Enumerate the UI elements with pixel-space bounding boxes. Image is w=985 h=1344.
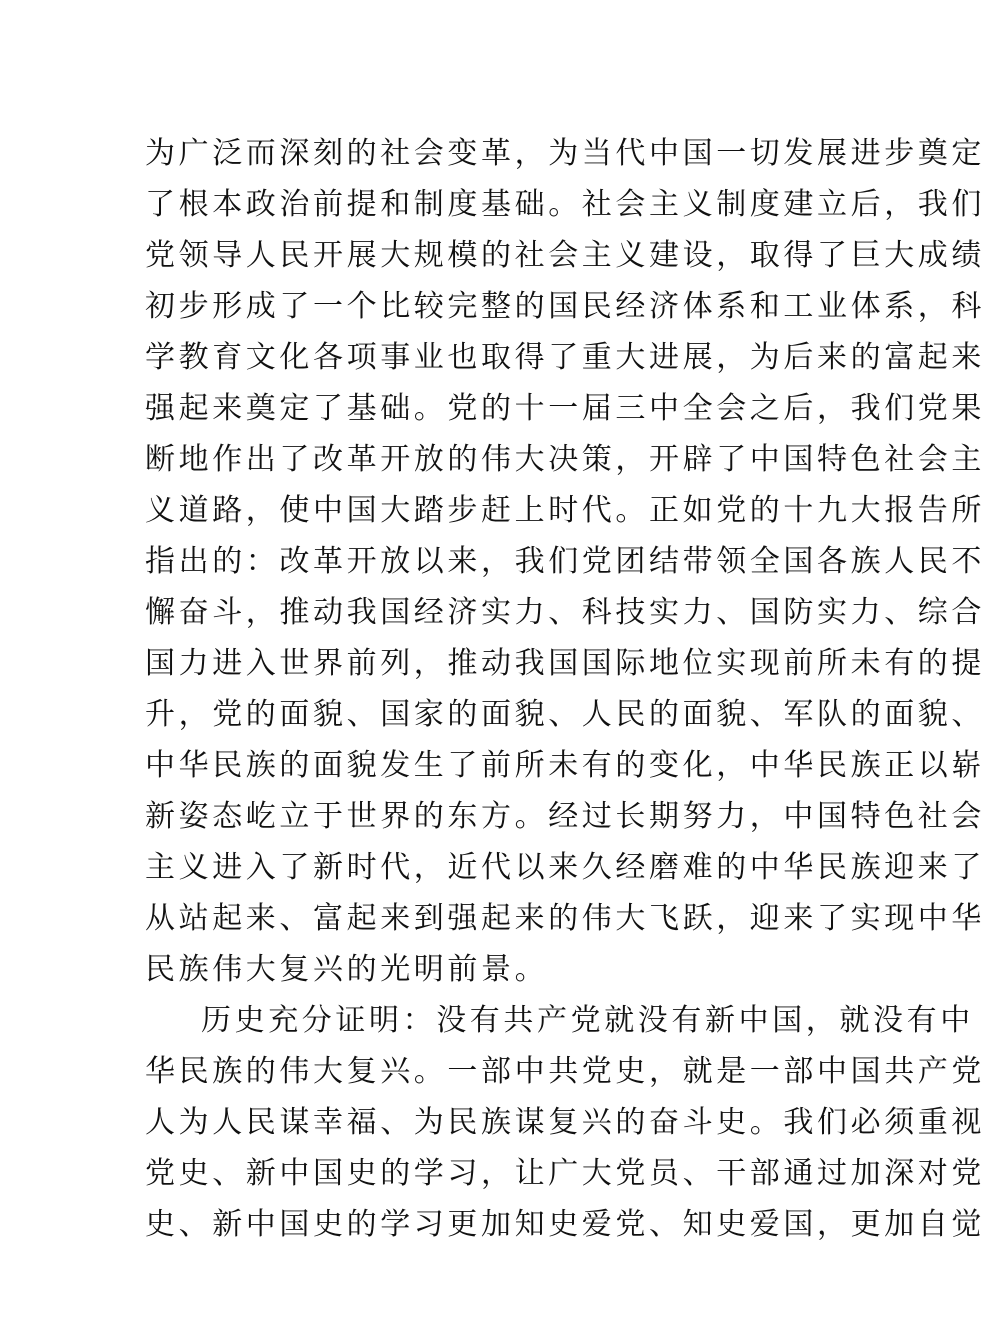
- text-line: 初步形成了一个比较完整的国民经济体系和工业体系，科: [145, 289, 985, 324]
- text-line: 国力进入世界前列，推动我国国际地位实现前所未有的提: [145, 646, 985, 681]
- text-line: 历史充分证明：没有共产党就没有新中国，就没有中: [201, 1003, 974, 1038]
- text-line: 断地作出了改革开放的伟大决策，开辟了中国特色社会主: [145, 442, 985, 477]
- text-line: 强起来奠定了基础。党的十一届三中全会之后，我们党果: [145, 391, 985, 426]
- paragraph-2: [145, 995, 985, 1250]
- paragraph-1: [145, 128, 985, 995]
- text-line: 中华民族的面貌发生了前所未有的变化，中华民族正以崭: [145, 748, 985, 783]
- text-line: 民族伟大复兴的光明前景。: [145, 952, 549, 987]
- text-line: 义道路，使中国大踏步赶上时代。正如党的十九大报告所: [145, 493, 985, 528]
- text-line: 从站起来、富起来到强起来的伟大飞跃，迎来了实现中华: [145, 901, 985, 936]
- text-line: 主义进入了新时代，近代以来久经磨难的中华民族迎来了: [145, 850, 985, 885]
- document-body: [145, 128, 985, 1250]
- text-line: 为广泛而深刻的社会变革，为当代中国一切发展进步奠定: [145, 136, 985, 171]
- text-line: 新姿态屹立于世界的东方。经过长期努力，中国特色社会: [145, 799, 985, 834]
- text-line: 懈奋斗，推动我国经济实力、科技实力、国防实力、综合: [145, 595, 985, 630]
- text-line: 史、新中国史的学习更加知史爱党、知史爱国，更加自觉: [145, 1207, 985, 1242]
- text-line: 华民族的伟大复兴。一部中共党史，就是一部中国共产党: [145, 1054, 985, 1089]
- text-line: 了根本政治前提和制度基础。社会主义制度建立后，我们: [145, 187, 985, 222]
- text-line: 学教育文化各项事业也取得了重大进展，为后来的富起来: [145, 340, 985, 375]
- text-line: 人为人民谋幸福、为民族谋复兴的奋斗史。我们必须重视: [145, 1105, 985, 1140]
- text-line: 党史、新中国史的学习，让广大党员、干部通过加深对党: [145, 1156, 985, 1191]
- text-line: 升，党的面貌、国家的面貌、人民的面貌、军队的面貌、: [145, 697, 985, 732]
- text-line: 指出的：改革开放以来，我们党团结带领全国各族人民不: [145, 544, 985, 579]
- text-line: 党领导人民开展大规模的社会主义建设，取得了巨大成绩: [145, 238, 985, 273]
